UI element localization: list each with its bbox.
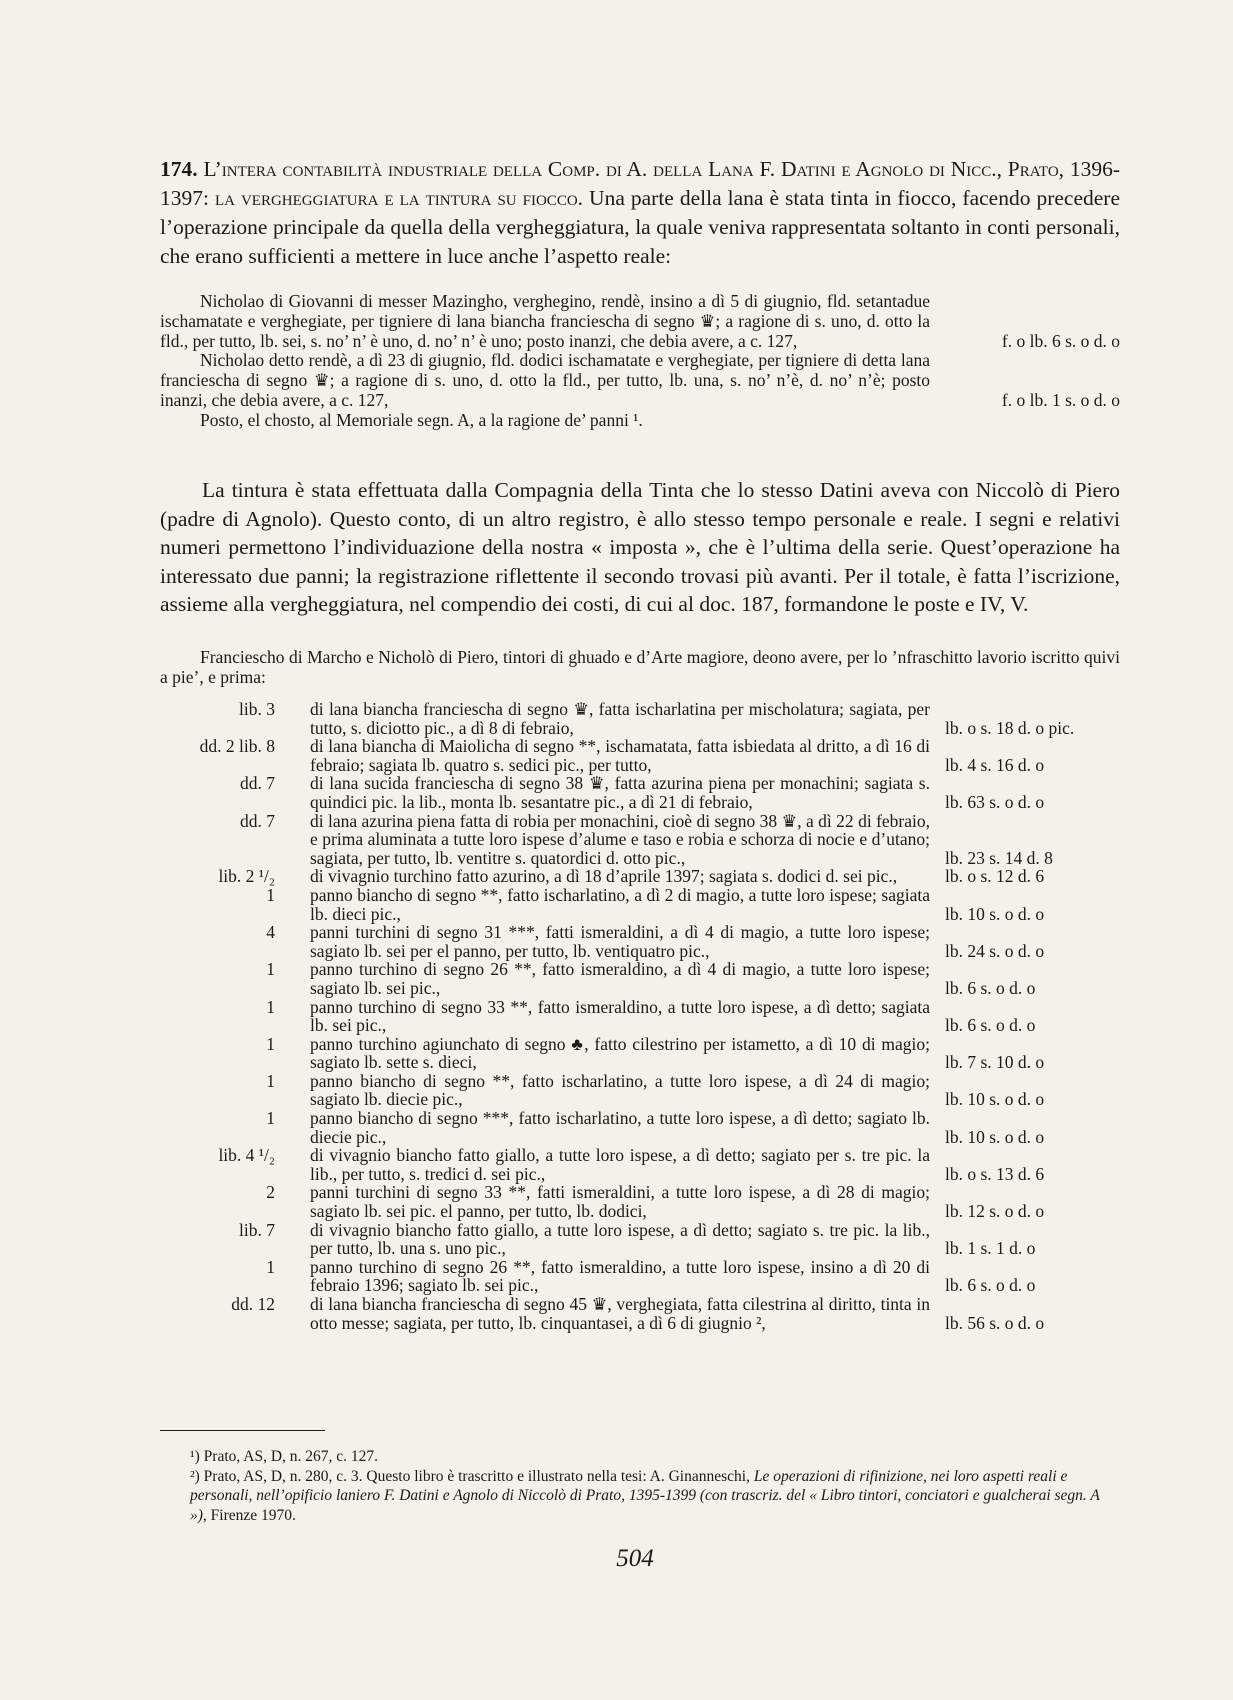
document-title: L’intera contabilità industriale della Comp. di A. della Lana F. Datini e Agnolo di Nicc., Prato, 1396-1397: la vergheggiatura e la tintura su fiocco. (160, 157, 1120, 210)
ledger-row (160, 960, 1120, 997)
row-quantity: dd. 7 (240, 773, 275, 794)
ledger-row (160, 774, 1120, 811)
document-heading (160, 155, 1120, 271)
ledger-row (160, 1035, 1120, 1072)
row-quantity: 1 (266, 1256, 275, 1277)
footnote-1: ¹) Prato, AS, D, n. 267, c. 127. (190, 1448, 379, 1465)
row-quantity: lib. 3 (239, 699, 275, 719)
ledger-row (160, 1183, 1120, 1220)
entry-text: Nicholao di Giovanni di messer Mazingho, verghegino, rendè, insino a dì 5 di giugnio, fld. setantadue ischamatate e verghegiate, per tigniere di lana biancha franciescha di segno ♛; a ragione di s. uno, d. otto la fld., per tutto, lb. sei, s. no’ n’ è uno, d. no’ n’ è uno; posto inanzi, che debia avere, a c. 127, (160, 291, 930, 351)
row-description: panno biancho di segno ***, fatto ischarlatino, a tutte loro ispese, a dì detto; sagiato lb. diecie pic., (310, 1108, 930, 1147)
row-quantity: 1 (266, 884, 275, 905)
row-quantity: dd. 12 (231, 1294, 275, 1314)
dyeing-ledger (160, 700, 1120, 1332)
row-quantity: 1 (266, 996, 275, 1017)
footnote-2 (160, 1467, 1120, 1526)
entry-text: Nicholao detto rendè, a dì 23 di giugnio, fld. dodici ischamatate e verghegiate, per tigniere di detta lana franciescha di segno ♛; a ragione di s. uno, d. otto la fld., per tutto, lb. una, s. no’ n’è, d. no’ n’è; posto inanzi, che debia avere, a c. 127, (160, 350, 930, 410)
footnotes (160, 1447, 1120, 1525)
row-quantity: 2 (266, 1182, 275, 1203)
footnote-2-text: ²) Prato, AS, D, n. 280, c. 3. Questo libro è trascritto e illustrato nella tesi: A. Ginanneschi, (190, 1467, 750, 1485)
row-description: panno turchino agiunchato di segno ♣, fatto cilestrino per istametto, a dì 10 di magio; sagiato lb. sette s. dieci, (310, 1033, 930, 1073)
ledger-entry (160, 351, 1120, 410)
row-quantity: dd. 2 lib. 8 (199, 736, 275, 757)
row-quantity: lib. 4 ¹/₂ (218, 1145, 275, 1166)
row-description: panno turchino di segno 33 **, fatto ismeraldino, a tutte loro ispese, a dì detto; sagiata lb. sei pic., (310, 996, 930, 1036)
heading-text: Una parte della lana è stata tinta in fiocco, facendo precedere l’operazione principale da quella della vergheggiatura, la quale veniva rappresentata soltanto in conti personali, che erano sufficienti a mettere in luce anche l’aspetto reale: (160, 186, 1121, 268)
row-amount: lb. 1 s. 1 d. o (945, 1238, 1036, 1259)
ledger-row (160, 1072, 1120, 1109)
page-number: 504 (616, 1545, 654, 1572)
row-quantity: lib. 2 ¹/₂ (218, 866, 275, 887)
row-description: panni turchini di segno 33 **, fatti ismeraldini, a tutte loro ispese, a dì 28 di magio; sagiato lb. sei pic. el panno, per tutto, lb. dodici, (310, 1182, 930, 1222)
row-quantity: lib. 7 (239, 1219, 275, 1240)
ledger-row (160, 1221, 1120, 1258)
ledger-row (160, 923, 1120, 960)
ledger-row (160, 886, 1120, 923)
footnote-2-end: , Firenze 1970. (202, 1506, 296, 1524)
footnote-2-title: Le operazioni di rifinizione, nei loro aspetti reali e personali, nell’opificio laniero F. Datini e Agnolo di Niccolò di Prato, 1395-1399 (con trascriz. del « Libro tintori, conciatori e gualcherai segn. A ») (190, 1467, 1100, 1524)
row-quantity: 1 (266, 1070, 275, 1091)
ledger-row (160, 700, 1120, 737)
entry-amount: f. o lb. 6 s. o d. o (1001, 330, 1120, 351)
ledger-row (160, 1258, 1120, 1295)
row-description: di vivagnio biancho fatto giallo, a tutte loro ispese, a dì detto; sagiato per s. tre pic. la lib., per tutto, s. tredici d. sei pic., (310, 1145, 930, 1184)
row-amount: lb. 6 s. o d. o (945, 1275, 1036, 1296)
row-description: panno turchino di segno 26 **, fatto ismeraldino, a dì 4 di magio, a tutte loro ispese; sagiato lb. sei pic., (310, 959, 930, 998)
ledger-row (160, 1295, 1120, 1332)
document-number: 174. (160, 157, 198, 181)
row-description: di vivagnio turchino fatto azurino, a dì 18 d’aprile 1397; sagiata s. dodici d. sei pic., (310, 866, 898, 887)
posto-line: Posto, el chosto, al Memoriale segn. A, a la ragione de’ panni ¹. (200, 409, 643, 430)
row-amount: lb. o s. 18 d. o pic. (945, 717, 1075, 738)
row-quantity: 4 (266, 922, 275, 943)
row-amount: lb. 10 s. o d. o (945, 1126, 1045, 1147)
vergheggiatura-entries (160, 292, 1120, 431)
row-amount: lb. 56 s. o d. o (945, 1312, 1045, 1333)
row-amount: lb. 12 s. o d. o (945, 1201, 1045, 1222)
row-amount: lb. 63 s. o d. o (945, 791, 1045, 812)
row-amount: lb. 4 s. 16 d. o (945, 754, 1045, 775)
body-paragraph: La tintura è stata effettuata dalla Compagnia della Tinta che lo stesso Datini aveva con Niccolò di Piero (padre di Agnolo). Questo conto, di un altro registro, è allo stesso tempo personale e reale. I segni e relativi numeri permettono l’individuazione della nostra « imposta », che è l’ultima della serie. Quest’operazione ha interessato due panni; la registrazione riflettente il secondo trovasi più avanti. Per il totale, è fatta l’iscrizione, assieme alla vergheggiatura, nel compendio dei costi, di cui al doc. 187, formandone le poste e IV, V. (160, 478, 1120, 616)
row-description: di lana azurina piena fatta di robia per monachini, cioè di segno 38 ♛, a dì 22 di febraio, e prima aluminata a tutte loro ispese d’alume e taso e robia e schorza di nocie e d’utano; sagiata, per tutto, lb. ventitre s. quatordici d. otto pic., (310, 810, 930, 868)
ledger-row (160, 867, 1120, 886)
row-amount: lb. 7 s. 10 d. o (945, 1052, 1045, 1073)
row-amount: lb. 10 s. o d. o (945, 903, 1045, 924)
row-description: di lana biancha franciescha di segno 45 ♛, verghegiata, fatta cilestrina al diritto, tinta in otto messe; sagiata, per tutto, lb. cinquantasei, a dì 6 di giugnio ², (310, 1294, 930, 1333)
row-description: panni turchini di segno 31 ***, fatti ismeraldini, a dì 4 di magio, a tutte loro ispese; sagiato lb. sei per el panno, per tutto, lb. ventiquatro pic., (310, 922, 930, 961)
row-amount: lb. 6 s. o d. o (945, 1015, 1036, 1036)
row-amount: lb. o s. 12 d. 6 (945, 866, 1045, 887)
row-amount: lb. 24 s. o d. o (945, 940, 1045, 961)
ledger-row (160, 1109, 1120, 1146)
row-quantity: 1 (266, 1108, 275, 1129)
ledger-row (160, 1146, 1120, 1183)
ledger-entry (160, 292, 1120, 351)
row-description: panno biancho di segno **, fatto ischarlatino, a tutte loro ispese, a dì 24 di magio; sagiato lb. diecie pic., (310, 1070, 930, 1110)
row-amount: lb. 6 s. o d. o (945, 977, 1036, 998)
row-quantity: dd. 7 (240, 810, 275, 831)
row-amount: lb. o s. 13 d. 6 (945, 1163, 1045, 1184)
row-description: di lana sucida franciescha di segno 38 ♛, fatta azurina piena per monachini; sagiata s. quindici pic. la lib., monta lb. sesantatre pic., a dì 21 di febraio, (310, 773, 930, 812)
row-description: panno biancho di segno **, fatto ischarlatino, a dì 2 di magio, a tutte loro ispese; sagiata lb. dieci pic., (310, 884, 930, 924)
row-amount: lb. 23 s. 14 d. 8 (945, 847, 1053, 868)
row-quantity: 1 (266, 959, 275, 980)
row-description: di lana biancha franciescha di segno ♛, fatta ischarlatina per mischolatura; sagiata, per tutto, s. diciotto pic., a dì 8 di febraio, (310, 699, 930, 738)
row-description: di lana biancha di Maiolicha di segno **, ischamatata, fatta isbiedata al dritto, a dì 16 di febraio; sagiata lb. quatro s. sedici pic., per tutto, (310, 736, 930, 775)
ledger-row (160, 812, 1120, 868)
row-description: panno turchino di segno 26 **, fatto ismeraldino, a tutte loro ispese, insino a dì 20 di febraio 1396; sagiato lb. sei pic., (310, 1256, 930, 1296)
row-amount: lb. 10 s. o d. o (945, 1089, 1045, 1110)
row-description: di vivagnio biancho fatto giallo, a tutte loro ispese, a dì detto; sagiato s. tre pic. la lib., per tutto, lb. una s. uno pic., (310, 1219, 930, 1259)
row-quantity: 1 (266, 1033, 275, 1054)
ledger-row (160, 737, 1120, 774)
ledger-row (160, 998, 1120, 1035)
entry-amount: f. o lb. 1 s. o d. o (1001, 389, 1120, 410)
footnote-rule (160, 1430, 325, 1431)
ledger-intro: Franciescho di Marcho e Nicholò di Piero, tintori di ghuado e d’Arte magiore, deono avere, per lo ’nfraschitto lavorio iscritto quivi a pie’, e prima: (160, 647, 1120, 687)
